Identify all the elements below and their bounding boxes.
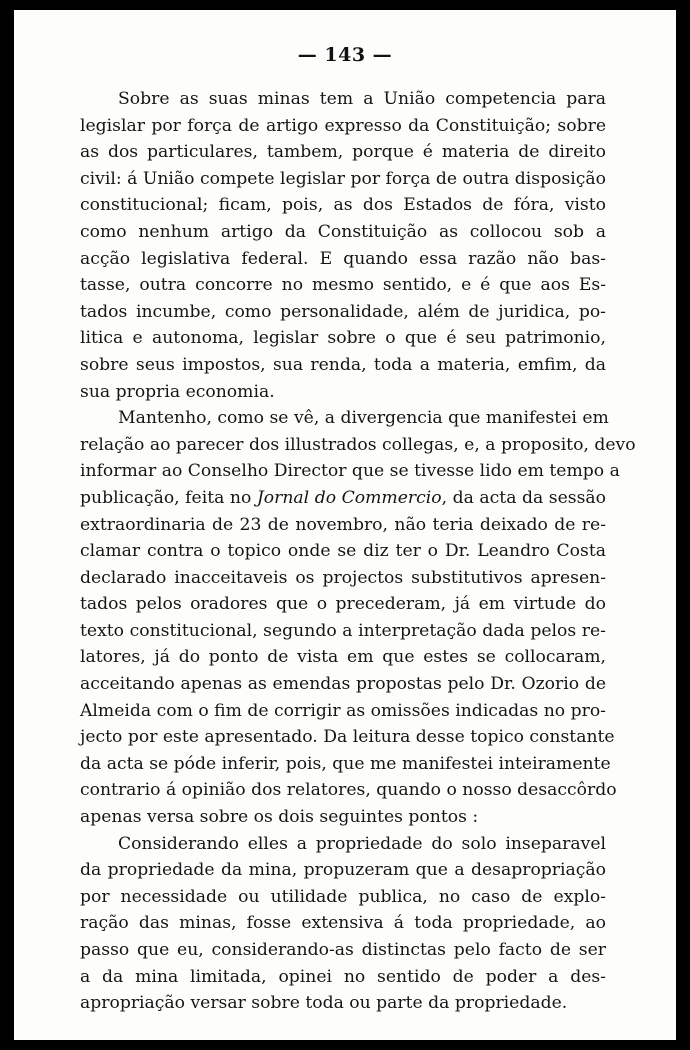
text-line: tasse, outra concorre no mesmo sentido, e é que aos Es- [80, 275, 606, 296]
paragraph-2 [80, 405, 636, 831]
text-line: constitucional; ficam, pois, as dos Estados de fóra, visto [80, 195, 606, 216]
text-line: Mantenho, como se vê, a divergencia que manifestei em [118, 408, 609, 429]
text-line: a da mina limitada, opinei no sentido de poder a des- [80, 966, 606, 987]
text-line: contrario á opinião dos relatores, quando o nosso desaccôrdo [80, 780, 617, 801]
text-line: extraordinaria de 23 de novembro, não teria deixado de re- [80, 514, 606, 535]
text-line: latores, já do ponto de vista em que estes se collocaram, [80, 647, 606, 668]
paragraph-1 [80, 86, 606, 405]
text-line: declarado inacceitaveis os projectos substitutivos apresen- [80, 567, 606, 588]
text-line: acção legislativa federal. E quando essa razão não bas- [80, 248, 606, 269]
text-line: relação ao parecer dos illustrados collegas, e, a proposito, devo [80, 434, 636, 455]
text-line: ração das minas, fosse extensiva á toda propriedade, ao [80, 913, 606, 934]
text-line: sobre seus impostos, sua renda, toda a materia, emfim, da [80, 354, 606, 375]
text-line: Sobre as suas minas tem a União competencia para [118, 89, 606, 109]
text-line: sua propria economia. [80, 381, 275, 402]
text-line: tados incumbe, como personalidade, além de juridica, po- [80, 301, 606, 322]
text-line: acceitando apenas as emendas propostas pelo Dr. Ozorio de [80, 674, 606, 695]
text-line: apropriação versar sobre toda ou parte da propriedade. [80, 993, 568, 1014]
book-page [14, 10, 676, 1040]
text-line: apenas versa sobre os dois seguintes pontos : [80, 807, 479, 828]
paragraph-3 [80, 831, 606, 1017]
body-text [80, 86, 636, 1017]
text-line: Almeida com o fim de corrigir as omissões indicadas no pro- [80, 700, 606, 721]
page-number: — 143 — [297, 44, 393, 66]
text-line: texto constitucional, segundo a interpretação dada pelos re- [80, 620, 606, 641]
text-line: as dos particulares, tambem, porque é materia de direito [80, 142, 606, 163]
text-line: informar ao Conselho Director que se tivesse lido em tempo a [80, 461, 620, 482]
text-line: passo que eu, considerando-as distinctas pelo facto de ser [80, 940, 606, 960]
newspaper-title: Jornal do Commercio [256, 487, 442, 508]
text-line: da acta se póde inferir, pois, que me manifestei inteiramente [80, 753, 611, 774]
text-segment: publicação, feita no [80, 487, 252, 508]
text-line: como nenhum artigo da Constituição as collocou sob a [80, 221, 606, 242]
text-line: civil: á União compete legislar por força de outra disposição [80, 168, 606, 189]
text-line: clamar contra o topico onde se diz ter o Dr. Leandro Costa [80, 541, 606, 562]
text-line-mixed [80, 485, 606, 512]
text-line: jecto por este apresentado. Da leitura desse topico constante [80, 727, 615, 748]
text-line: Considerando elles a propriedade do solo inseparavel [118, 833, 606, 854]
text-segment: , da acta da sessão [441, 487, 607, 508]
text-line: da propriedade da mina, propuzeram que a desapropriação [80, 860, 606, 881]
text-line: litica e autonoma, legislar sobre o que é seu patrimonio, [80, 328, 606, 349]
text-line: legislar por força de artigo expresso da Constituição; sobre [80, 115, 606, 136]
text-line: por necessidade ou utilidade publica, no caso de explo- [80, 886, 606, 907]
text-line: tados pelos oradores que o precederam, já em virtude do [80, 594, 606, 615]
